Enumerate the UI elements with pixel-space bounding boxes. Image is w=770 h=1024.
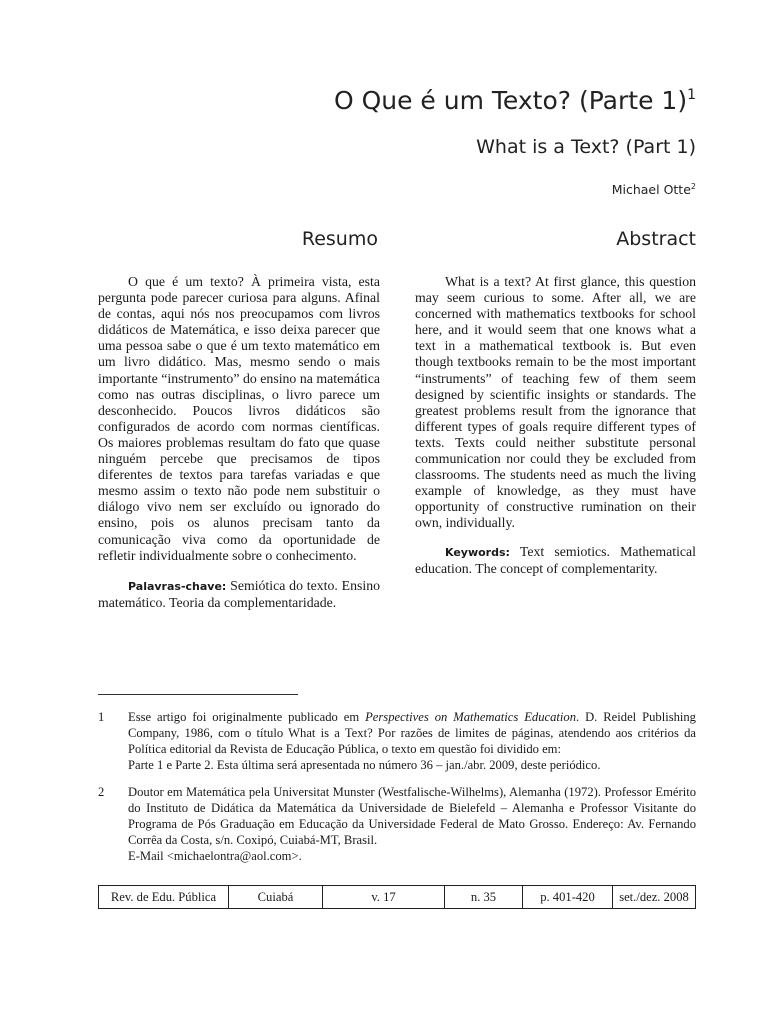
abstract-heading: Abstract [616, 228, 696, 250]
citation-city: Cuiabá [229, 886, 323, 908]
footnote-number: 2 [98, 785, 105, 799]
resumo-heading: Resumo [301, 228, 378, 250]
abstract-body: What is a text? At first glance, this question may seem curious to some. After all, we are concerned with mathematics textbooks for school here, and it would seem that one knows what a text in a mathematical textbook is. But even though textbooks remain to be the most important “instruments” of teaching few of them seem designed by scientific insights or standards. The greatest problems result from the ignorance that different types of goals require different types of texts. Texts could neither substitute personal communication nor could they be excluded from classrooms. The students need as much the living example of knowledge, as they must have opportunity of constructive rumination on their own, individually. [415, 274, 696, 531]
author-name [612, 182, 696, 197]
resumo-column [98, 274, 380, 611]
citation-date: set./dez. 2008 [619, 889, 689, 904]
abstract-keywords [415, 544, 696, 577]
abstract-column [415, 274, 696, 577]
keywords-label: Keywords: [445, 545, 510, 559]
footnote-1 [98, 709, 696, 773]
keywords-text: Semiótica do texto. Ensino matemático. Teoria da complementaridade. [98, 577, 381, 610]
author-footnote-ref[interactable]: 2 [690, 182, 696, 191]
resumo-body: O que é um texto? À primeira vista, esta pergunta pode parecer curiosa para alguns. Afinal de contas, aqui nós nos preocupamos com livros didáticos de Matemática, e isso deixa parecer que uma pessoa sabe o que é um texto matemático em um livro didático. Mas, mesmo sendo o mais importante “instrumento” do ensino na matemática como nas outras disciplinas, o livro parece um desconhecido. Poucos livros didáticos são configurados de acordo com normas científicas. Os maiores problemas resultam do fato que quase ninguém percebe que precisamos de tipos diferentes de textos para tarefas variadas e que mesmo assim o texto não pode nem substituir o diálogo vivo nem ser excluído ou ignorado do ensino, pois os alunos precisam tanto da comunicação viva como da oportunidade de refletir individualmente sobre o conhecimento. [98, 274, 380, 563]
keywords-label: Palavras-chave: [128, 579, 227, 593]
citation-pages: p. 401-420 [523, 886, 613, 908]
footnote-text: Esse artigo foi originalmente publicado em [128, 710, 366, 724]
citation-number: n. 35 [445, 886, 523, 908]
citation-table [98, 885, 696, 909]
footnote-text: Doutor em Matemática pela Universitat Munster (Westfalische-Wilhelms), Alemanha (1972). Professor Emérito do Instituto de Didática da Matemática da Universidade de Bielefeld – Alemanha e Professor Visitante do Programa de Pós Graduação em Educação da Universidade Federal de Mato Grosso. Endereço: Av. Fernando Corrêa da Costa, s/n. Coxipó, Cuiabá-MT, Brasil. [128, 785, 696, 847]
footnote-italic-title: Perspectives on Mathematics Education [365, 710, 576, 724]
footnotes [98, 709, 696, 875]
footnote-2 [98, 784, 696, 864]
keywords-text: Text semiotics. Mathematical education. The concept of complementarity. [415, 543, 697, 576]
footnote-extra: Parte 1 e Parte 2. Esta última será apresentada no número 36 – jan./abr. 2009, deste periódico. [128, 758, 601, 772]
article-subtitle: What is a Text? (Part 1) [476, 136, 696, 158]
footnote-divider [98, 694, 298, 695]
title-footnote-ref[interactable]: 1 [687, 87, 696, 103]
author-text: Michael Otte [611, 182, 691, 197]
resumo-keywords [98, 578, 380, 611]
citation-volume: v. 17 [323, 886, 445, 908]
footnote-text-cont: . D. Reidel Publishing Company, 1986, com o título What is a Text? Por razões de limites de páginas, atendendo aos critérios da Política editorial da Revista de Educação Pública, o texto em questão foi dividido em: [128, 710, 696, 756]
footnote-number: 1 [98, 710, 105, 724]
citation-journal: Rev. de Edu. Pública [99, 886, 229, 908]
article-title [334, 86, 696, 115]
footnote-email[interactable]: E-Mail <michaelontra@aol.com>. [128, 849, 302, 863]
title-text: O Que é um Texto? (Parte 1) [333, 86, 688, 115]
